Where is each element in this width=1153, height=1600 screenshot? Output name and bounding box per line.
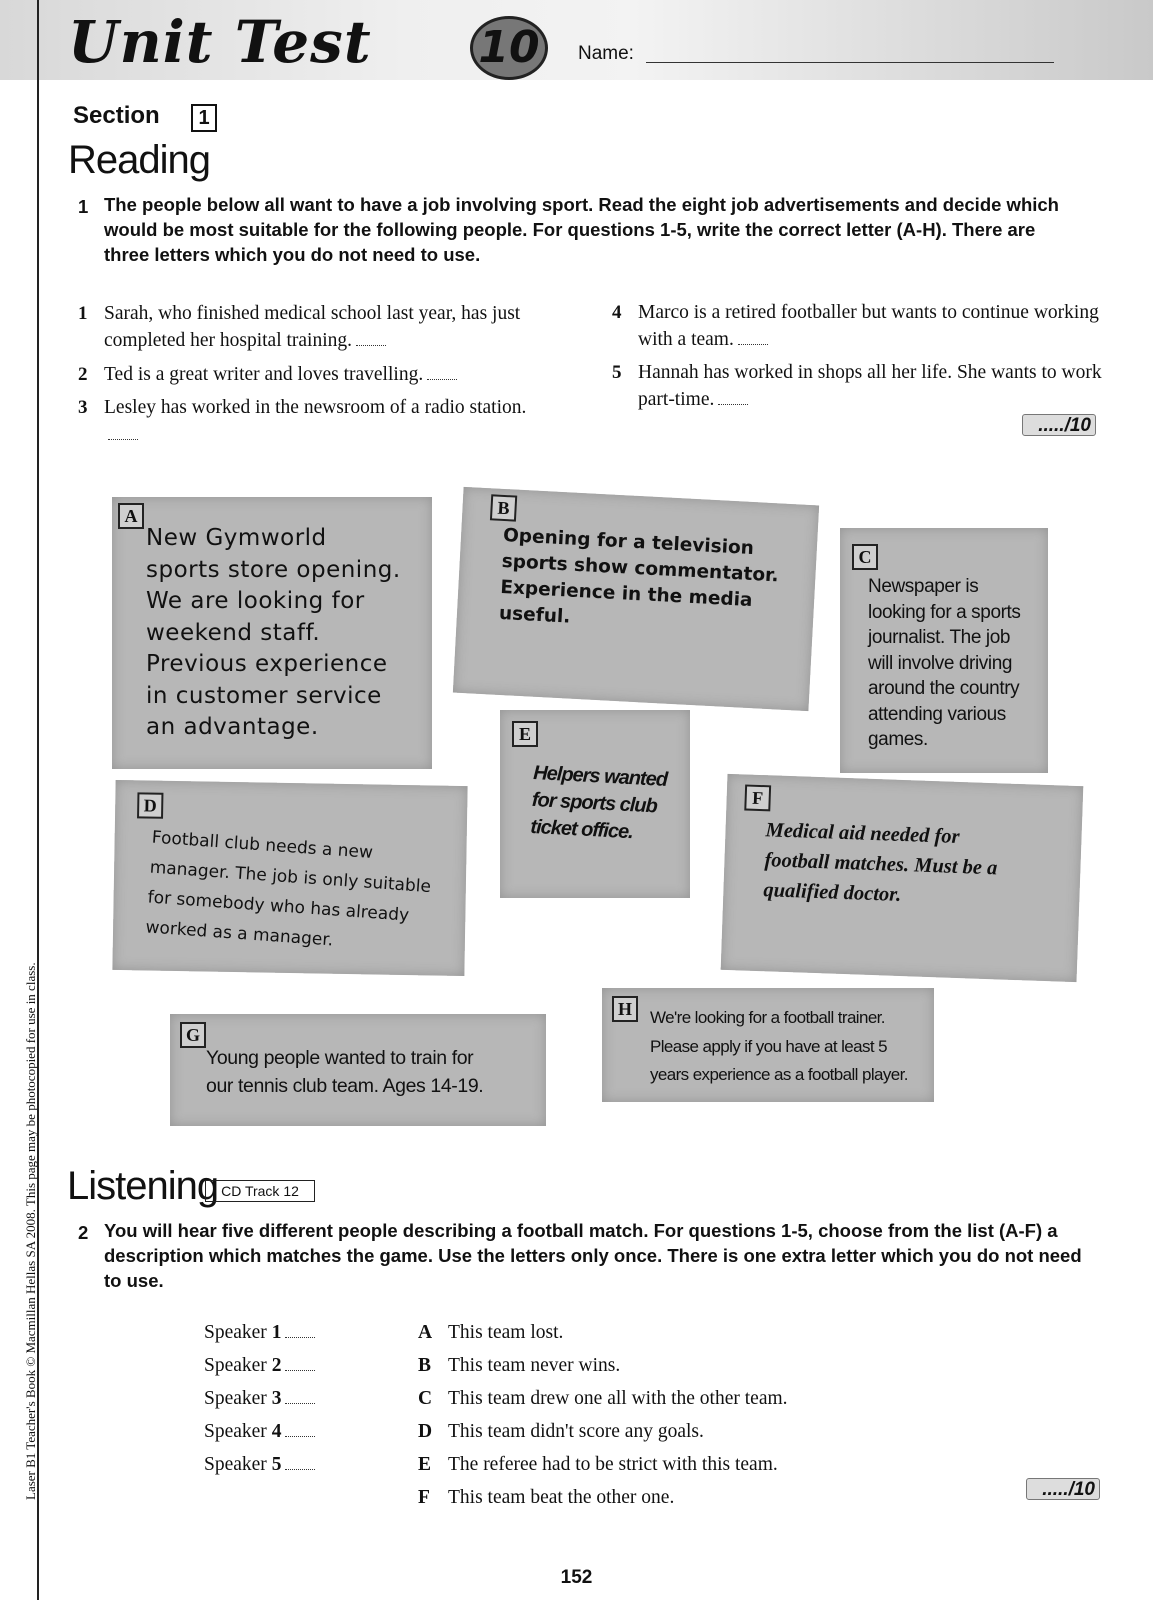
question-text: Hannah has worked in shops all her life. She wants to work part-time. xyxy=(638,362,1102,410)
ad-text: Newspaper is looking for a sports journalist. The job will involve driving around the country attending various games. xyxy=(868,576,1021,750)
option-text: This team beat the other one. xyxy=(448,1487,675,1508)
ad-letter: H xyxy=(612,996,638,1022)
question-text: Marco is a retired footballer but wants to continue working with a team. xyxy=(638,302,1099,350)
ad-letter: B xyxy=(490,494,517,521)
option-letter: E xyxy=(418,1454,432,1475)
speaker-row xyxy=(204,1415,364,1448)
speaker-label: Speaker xyxy=(204,1388,267,1409)
option-list xyxy=(418,1316,918,1514)
ad-g xyxy=(170,1014,546,1126)
option-text: This team never wins. xyxy=(448,1355,621,1376)
answer-blank[interactable] xyxy=(738,344,768,345)
question-number: 4 xyxy=(612,302,622,323)
ad-text: New Gymworld sports store opening. We are looking for weekend staff. Previous experience in customer service an advantage. xyxy=(146,525,401,740)
copyright-note: Laser B1 Teacher's Book © Macmillan Hellas SA 2008. This page may be photocopied for use in class. xyxy=(23,962,38,1500)
option-letter: F xyxy=(418,1487,430,1508)
speaker-label: Speaker xyxy=(204,1454,267,1475)
ad-text: Helpers wanted for sports club ticket office. xyxy=(529,761,668,844)
option-letter: B xyxy=(418,1355,432,1376)
ad-letter: C xyxy=(852,544,878,570)
answer-blank[interactable] xyxy=(285,1403,315,1404)
speaker-number: 2 xyxy=(271,1355,282,1376)
option-row xyxy=(418,1415,918,1448)
ad-f xyxy=(721,774,1084,982)
question-text: Lesley has worked in the newsroom of a radio station. xyxy=(104,397,527,418)
name-field[interactable] xyxy=(646,62,1054,63)
ad-letter: E xyxy=(512,721,538,747)
reading-instruction-number: 1 xyxy=(78,196,89,217)
page-number: 152 xyxy=(560,1567,593,1588)
question-number: 5 xyxy=(612,362,622,383)
speaker-label: Speaker xyxy=(204,1322,267,1343)
option-text: The referee had to be strict with this team. xyxy=(448,1454,778,1475)
speaker-row xyxy=(204,1382,364,1415)
option-text: This team lost. xyxy=(448,1322,564,1343)
question-4 xyxy=(612,299,1102,350)
section-number: 1 xyxy=(191,104,217,132)
question-number: 2 xyxy=(78,364,88,385)
option-letter: A xyxy=(418,1322,433,1343)
option-text: This team drew one all with the other team. xyxy=(448,1388,788,1409)
option-row xyxy=(418,1448,918,1481)
ad-text: Young people wanted to train for our tennis club team. Ages 14-19. xyxy=(206,1047,484,1097)
answer-blank[interactable] xyxy=(285,1337,315,1338)
option-letter: C xyxy=(418,1388,433,1409)
answer-blank[interactable] xyxy=(427,379,457,380)
option-row xyxy=(418,1382,918,1415)
ad-text: Football club needs a new manager. The job is only suitable for somebody who has already worked as a manager. xyxy=(144,827,432,951)
option-row xyxy=(418,1481,918,1514)
question-text: Ted is a great writer and loves travelling. xyxy=(104,364,424,385)
cd-track-badge: CD Track 12 xyxy=(205,1180,315,1202)
speaker-label: Speaker xyxy=(204,1355,267,1376)
ad-letter: F xyxy=(744,784,771,811)
answer-blank[interactable] xyxy=(285,1436,315,1437)
question-5 xyxy=(612,359,1102,410)
question-text: Sarah, who finished medical school last year, has just completed her hospital training. xyxy=(104,303,521,351)
speaker-number: 5 xyxy=(271,1454,282,1475)
answer-blank[interactable] xyxy=(356,345,386,346)
speaker-number: 3 xyxy=(271,1388,282,1409)
question-2 xyxy=(78,361,548,388)
ad-a xyxy=(112,497,432,769)
name-label: Name: xyxy=(578,43,634,64)
listening-heading: Listening xyxy=(67,1164,219,1208)
ad-text: Medical aid needed for football matches. Must be a qualified doctor. xyxy=(763,819,998,906)
speaker-number: 1 xyxy=(271,1322,282,1343)
ad-e xyxy=(500,710,690,898)
listening-instruction-number: 2 xyxy=(78,1222,89,1243)
answer-blank[interactable] xyxy=(285,1370,315,1371)
reading-instruction: The people below all want to have a job involving sport. Read the eight job advertisements and decide which would be most suitable for the following people. For questions 1-5, write the correct letter (A-H). There are three letters which you do not need to use. xyxy=(104,194,1059,265)
question-number: 3 xyxy=(78,397,88,418)
answer-blank[interactable] xyxy=(108,439,138,440)
option-row xyxy=(418,1316,918,1349)
speaker-row xyxy=(204,1448,364,1481)
speaker-row xyxy=(204,1316,364,1349)
ad-d xyxy=(112,780,467,976)
answer-blank[interactable] xyxy=(285,1469,315,1470)
ad-h xyxy=(602,988,934,1102)
ad-letter: G xyxy=(180,1022,206,1048)
unit-test-title: Unit Test xyxy=(68,8,372,76)
answer-blank[interactable] xyxy=(718,404,748,405)
ad-text: We're looking for a football trainer. Please apply if you have at least 5 years experience as a football player. xyxy=(650,1008,908,1084)
ad-text: Opening for a television sports show commentator. Experience in the media useful. xyxy=(498,524,780,628)
reading-heading: Reading xyxy=(68,138,211,182)
ad-b xyxy=(453,487,819,711)
speaker-row xyxy=(204,1349,364,1382)
question-3 xyxy=(78,394,548,421)
ad-letter: D xyxy=(137,792,163,818)
unit-number-badge: 10 xyxy=(470,16,548,80)
question-1 xyxy=(78,300,548,351)
reading-score-box[interactable]: ...../10 xyxy=(1022,414,1096,436)
listening-score-box[interactable]: ...../10 xyxy=(1026,1478,1100,1500)
listening-instruction: You will hear five different people describing a football match. For questions 1-5, choose from the list (A-F) a description which matches the game. Use the letters only once. There is one extra letter which you do not need to use. xyxy=(104,1220,1082,1291)
question-number: 1 xyxy=(78,303,88,324)
option-letter: D xyxy=(418,1421,433,1442)
speaker-label: Speaker xyxy=(204,1421,267,1442)
ad-c xyxy=(840,528,1048,773)
speaker-number: 4 xyxy=(271,1421,282,1442)
speaker-list xyxy=(204,1316,364,1481)
section-label: Section xyxy=(73,102,160,129)
option-text: This team didn't score any goals. xyxy=(448,1421,704,1442)
option-row xyxy=(418,1349,918,1382)
ad-letter: A xyxy=(118,503,144,529)
